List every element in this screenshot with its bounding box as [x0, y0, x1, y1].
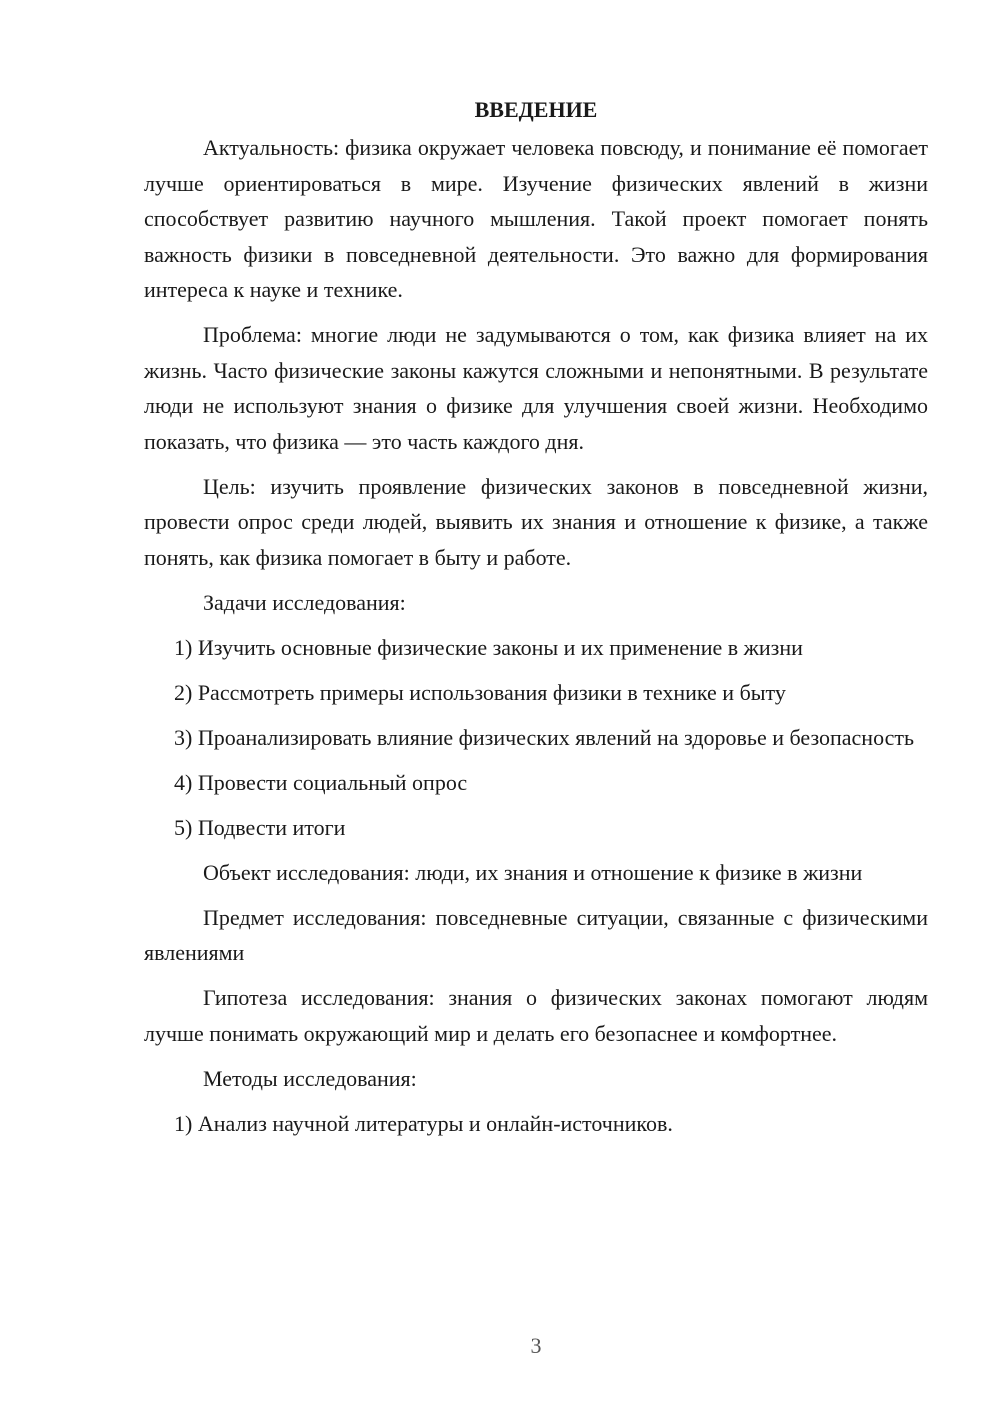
- section-title: ВВЕДЕНИЕ: [474, 97, 598, 122]
- paragraph-hypothesis: Гипотеза исследования: знания о физических законах помогают людям лучше понимать окружающий мир и делать его безопаснее и комфортнее.: [144, 985, 928, 1046]
- paragraph-object: Объект исследования: люди, их знания и отношение к физике в жизни: [203, 859, 863, 885]
- page-number: 3: [530, 1333, 542, 1358]
- paragraph-goal: Цель: изучить проявление физических законов в повседневной жизни, провести опрос среди людей, выявить их знания и отношение к физике, а также понять, как физика помогает в быту и работе.: [144, 473, 928, 570]
- task-item-1: 1) Изучить основные физические законы и их применение в жизни: [174, 634, 803, 660]
- paragraph-subject: Предмет исследования: повседневные ситуации, связанные с физическими явлениями: [144, 904, 928, 965]
- paragraph-tasks-heading: Задачи исследования:: [203, 589, 406, 615]
- task-item-5: 5) Подвести итоги: [174, 814, 346, 840]
- document-page: [144, 92, 928, 1151]
- task-item-4: 4) Провести социальный опрос: [174, 769, 468, 795]
- method-item-1: 1) Анализ научной литературы и онлайн-источников.: [174, 1110, 673, 1136]
- task-item-3: 3) Проанализировать влияние физических явлений на здоровье и безопасность: [174, 724, 915, 750]
- paragraph-methods-heading: Методы исследования:: [203, 1065, 417, 1091]
- paragraph-problem: Проблема: многие люди не задумываются о том, как физика влияет на их жизнь. Часто физические законы кажутся сложными и непонятными. В результате люди не используют знания о физике для улучшения своей жизни. Необходимо показать, что физика — это часть каждого дня.: [144, 322, 928, 454]
- task-item-2: 2) Рассмотреть примеры использования физики в технике и быту: [174, 679, 786, 705]
- paragraph-relevance: Актуальность: физика окружает человека повсюду, и понимание её помогает лучше ориентироваться в мире. Изучение физических явлений в жизни способствует развитию научного мышления. Такой проект помогает понять важность физики в повседневной деятельности. Это важно для формирования интереса к науке и технике.: [144, 135, 928, 302]
